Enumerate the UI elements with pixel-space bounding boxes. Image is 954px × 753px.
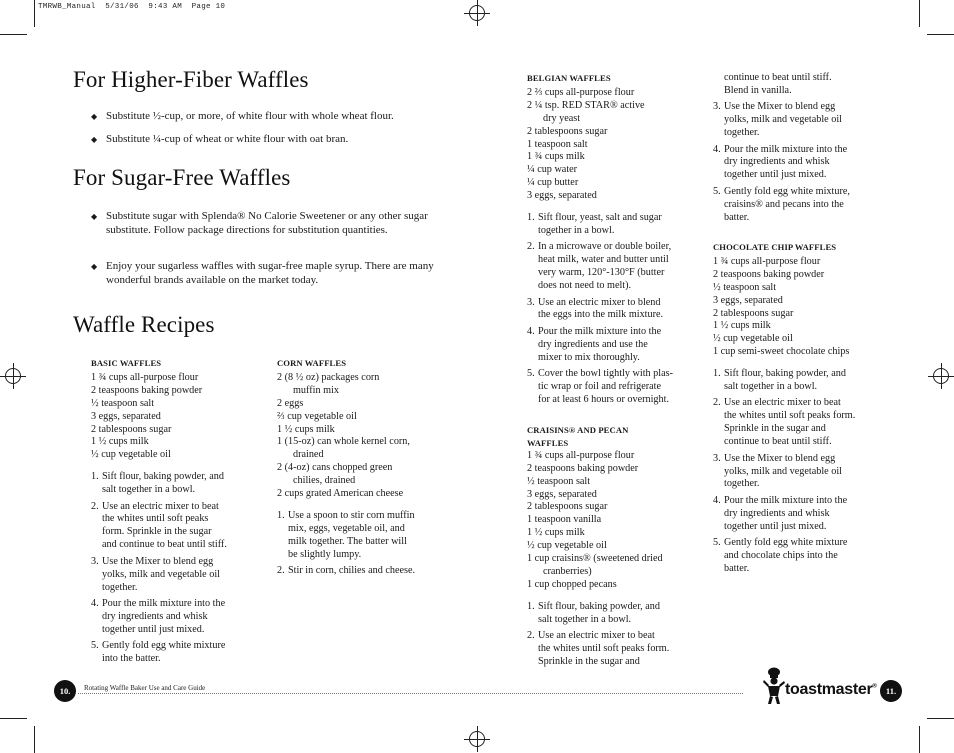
- registration-mark-icon: [0, 363, 26, 389]
- footer-divider: [78, 693, 743, 694]
- registration-mark-icon: [464, 0, 490, 26]
- step: continue to beat until stiff. Blend in vanilla.: [724, 72, 832, 96]
- ingredient: 2 cups grated American cheese: [277, 488, 404, 500]
- step: 5. Gently fold egg white mixture and chocolate chips into the batter.: [713, 537, 848, 574]
- registration-mark-icon: [464, 726, 490, 752]
- ingredient-list: [527, 450, 702, 592]
- recipe-belgian-waffles: [527, 72, 702, 410]
- ingredient: dry yeast: [543, 112, 581, 124]
- waffle-recipes-heading: Waffle Recipes: [73, 312, 215, 337]
- recipe-title: BASIC WAFFLES: [91, 358, 162, 368]
- brand-name: toastmaster®: [785, 681, 877, 698]
- ingredient: 1 ¾ cups all-purpose flour: [713, 255, 821, 267]
- step: 1. Sift flour, yeast, salt and sugar together in a bowl.: [527, 212, 662, 236]
- step: 4. Pour the milk mixture into the dry ingredients and whisk together until just mixed.: [713, 143, 848, 181]
- ingredient: ½ teaspoon salt: [527, 475, 591, 487]
- step-list: [713, 72, 893, 224]
- ingredient: drained: [293, 449, 324, 461]
- toastmaster-logo: [762, 667, 877, 705]
- ingredient: 1 teaspoon vanilla: [527, 514, 602, 526]
- recipe-title: CORN WAFFLES: [277, 358, 347, 368]
- crop-mark: [919, 726, 920, 753]
- ingredient: 2 teaspoons baking powder: [91, 384, 203, 396]
- recipe-title: CRAISINS® AND PECAN WAFFLES: [527, 425, 629, 448]
- crop-mark: [34, 0, 35, 27]
- recipe-chocolate-chip-waffles: [713, 241, 893, 579]
- crop-mark: [919, 0, 920, 27]
- diamond-bullet-icon: ◆: [91, 262, 98, 271]
- step: 1. Sift flour, baking powder, and salt together in a bowl.: [91, 471, 224, 496]
- step: 2. In a microwave or double boiler, heat milk, water and butter until very warm, 120°-130°F (butter does not need to melt).: [527, 241, 672, 292]
- ingredient: 1 ½ cups milk: [527, 527, 585, 539]
- crop-mark: [0, 718, 27, 719]
- step: 1. Sift flour, baking powder, and salt together in a bowl.: [527, 600, 660, 625]
- ingredient: 3 eggs, separated: [91, 410, 161, 422]
- ingredient-list: [527, 87, 702, 203]
- chef-mascot-icon: [762, 667, 786, 705]
- ingredient: 1 cup chopped pecans: [527, 578, 617, 590]
- higher-fiber-bullet: ◆ Substitute ¼-cup of wheat or white flour with oat bran.: [91, 133, 349, 145]
- ingredient: 1 ¾ cups all-purpose flour: [91, 371, 199, 383]
- ingredient: 2 (4-oz) cans chopped green: [277, 462, 393, 474]
- ingredient: ⅔ cup vegetable oil: [277, 410, 357, 422]
- ingredient: 2 tablespoons sugar: [713, 307, 794, 319]
- ingredient: 3 eggs, separated: [713, 294, 783, 306]
- page-number-left: 10.: [54, 680, 76, 702]
- recipe-craisins-continued: [713, 72, 893, 228]
- step: 3. Use the Mixer to blend egg yolks, milk and vegetable oil together.: [713, 101, 842, 139]
- step-list: [277, 510, 457, 578]
- ingredient: 1 ¾ cups all-purpose flour: [527, 449, 635, 461]
- ingredient: ½ teaspoon salt: [713, 281, 777, 293]
- step: 5. Cover the bowl tightly with plas- tic wrap or foil and refrigerate for at least 6 hours or overnight.: [527, 368, 673, 405]
- ingredient: 1 ½ cups milk: [91, 436, 149, 448]
- crop-mark: [927, 34, 954, 35]
- ingredient: ½ cup vegetable oil: [91, 449, 171, 461]
- step: 5. Gently fold egg white mixture into the batter.: [91, 640, 226, 665]
- ingredient: 2 ¼ tsp. RED STAR® active: [527, 99, 645, 111]
- ingredient-list: [91, 372, 261, 462]
- step: 2. Stir in corn, chilies and cheese.: [277, 565, 416, 577]
- ingredient: 1 ¾ cups milk: [527, 151, 585, 163]
- ingredient: 2 tablespoons sugar: [527, 501, 608, 513]
- ingredient: 3 eggs, separated: [527, 488, 597, 500]
- ingredient: 2 (8 ½ oz) packages corn: [277, 371, 380, 383]
- higher-fiber-bullet: ◆ Substitute ½-cup, or more, of white flour with whole wheat flour.: [91, 110, 394, 122]
- step-list: [713, 368, 893, 576]
- step: 1. Sift flour, baking powder, and salt together in a bowl.: [713, 368, 846, 393]
- ingredient: 1 ½ cups milk: [277, 423, 335, 435]
- diamond-bullet-icon: ◆: [91, 212, 98, 221]
- ingredient: 1 (15-oz) can whole kernel corn,: [277, 436, 410, 448]
- sugar-free-bullet: ◆ Enjoy your sugarless waffles with sugar-free maple syrup. There are many wonderful brands available on the market today.: [91, 260, 434, 286]
- ingredient: 3 eggs, separated: [527, 190, 597, 202]
- ingredient: ½ teaspoon salt: [91, 397, 155, 409]
- ingredient-list: [277, 372, 457, 501]
- crop-mark: [0, 34, 27, 35]
- recipe-corn-waffles: [277, 357, 457, 582]
- step: 3. Use an electric mixer to blend the eggs into the milk mixture.: [527, 296, 664, 321]
- print-slug: TMRWB_Manual 5/31/06 9:43 AM Page 10: [38, 3, 226, 11]
- ingredient: 1 cup semi-sweet chocolate chips: [713, 346, 850, 358]
- higher-fiber-heading: For Higher-Fiber Waffles: [73, 67, 309, 92]
- step: 3. Use the Mixer to blend egg yolks, milk and vegetable oil together.: [91, 555, 220, 593]
- crop-mark: [927, 718, 954, 719]
- recipe-title: BELGIAN WAFFLES: [527, 73, 611, 83]
- diamond-bullet-icon: ◆: [91, 112, 98, 121]
- step: 4. Pour the milk mixture into the dry ingredients and whisk together until just mixed.: [91, 597, 226, 635]
- ingredient: 2 tablespoons sugar: [527, 125, 608, 137]
- sugar-free-heading: For Sugar-Free Waffles: [73, 165, 291, 190]
- recipe-craisins-pecan-waffles: [527, 424, 702, 672]
- ingredient: muffin mix: [293, 384, 339, 396]
- ingredient: ¼ cup butter: [527, 177, 579, 189]
- ingredient: ½ cup vegetable oil: [713, 333, 793, 345]
- ingredient: ½ cup vegetable oil: [527, 540, 607, 552]
- step: 2. Use an electric mixer to beat the whites until soft peaks form. Sprinkle in the sugar and: [527, 630, 670, 667]
- sugar-free-bullet: ◆ Substitute sugar with Splenda® No Calorie Sweetener or any other sugar substitute. Follow package directions for substitution quantities.: [91, 210, 428, 236]
- ingredient: 1 ½ cups milk: [713, 320, 771, 332]
- ingredient: 2 teaspoons baking powder: [527, 462, 639, 474]
- step: 4. Pour the milk mixture into the dry ingredients and use the mixer to mix thoroughly.: [527, 325, 662, 363]
- step: 4. Pour the milk mixture into the dry ingredients and whisk together until just mixed.: [713, 494, 848, 532]
- ingredient: 1 cup craisins® (sweetened dried: [527, 553, 663, 565]
- footer-guide-title: Rotating Waffle Baker Use and Care Guide: [84, 684, 206, 692]
- diamond-bullet-icon: ◆: [91, 135, 98, 144]
- ingredient: 2 tablespoons sugar: [91, 423, 172, 435]
- step: 1. Use a spoon to stir corn muffin mix, eggs, vegetable oil, and milk together. The batter will be slightly lumpy.: [277, 509, 415, 560]
- step-list: [527, 601, 702, 669]
- ingredient: 1 teaspoon salt: [527, 138, 588, 150]
- step-list: [91, 471, 261, 666]
- recipe-title: CHOCOLATE CHIP WAFFLES: [713, 242, 837, 252]
- ingredient: ¼ cup water: [527, 164, 578, 176]
- step: 3. Use the Mixer to blend egg yolks, milk and vegetable oil together.: [713, 452, 842, 490]
- page-number-right: 11.: [880, 680, 902, 702]
- ingredient: cranberries): [543, 565, 592, 577]
- ingredient: chilies, drained: [293, 475, 356, 487]
- ingredient: 2 eggs: [277, 397, 304, 409]
- step: 2. Use an electric mixer to beat the whites until soft peaks form. Sprinkle in the sugar and continue to beat until stiff.: [91, 500, 227, 551]
- registration-mark-icon: [928, 363, 954, 389]
- crop-mark: [34, 726, 35, 753]
- recipe-basic-waffles: [91, 357, 261, 669]
- ingredient: 2 ⅔ cups all-purpose flour: [527, 86, 635, 98]
- ingredient-list: [713, 256, 893, 359]
- ingredient: 2 teaspoons baking powder: [713, 268, 825, 280]
- step: 2. Use an electric mixer to beat the whites until soft peaks form. Sprinkle in the sugar and continue to beat until stiff.: [713, 397, 856, 448]
- step-list: [527, 212, 702, 407]
- step: 5. Gently fold egg white mixture, craisins® and pecans into the batter.: [713, 185, 850, 223]
